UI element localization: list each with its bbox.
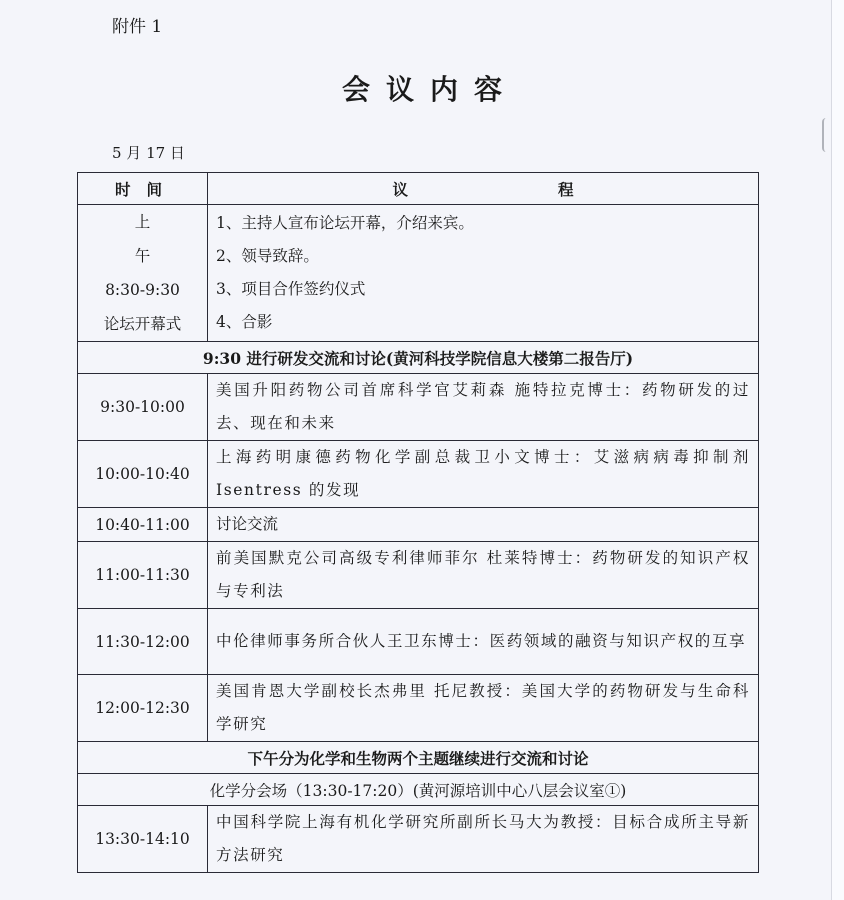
row-time: 10:40-11:00 [78, 508, 208, 542]
table-row [78, 441, 759, 508]
agenda-table [77, 172, 759, 873]
opening-item: 4、合影 [216, 313, 273, 331]
row-desc: 中伦律师事务所合伙人王卫东博士：医药领域的融资与知识产权的互享 [208, 609, 759, 675]
band-chemistry: 化学分会场（13:30-17:20）(黄河源培训中心八层会议室①) [78, 774, 759, 806]
row-time: 12:00-12:30 [78, 675, 208, 742]
row-time: 13:30-14:10 [78, 806, 208, 873]
opening-item: 1、主持人宣布论坛开幕，介绍来宾。 [216, 214, 474, 232]
band-row-morning [78, 342, 759, 374]
row-desc: 中国科学院上海有机化学研究所副所长马大为教授：目标合成所主导新方法研究 [208, 806, 759, 873]
opening-time-label: 论坛开幕式 [103, 315, 182, 333]
opening-time [78, 205, 208, 342]
header-agenda [208, 173, 759, 205]
meeting-date: 5 月 17 日 [112, 144, 185, 162]
row-time: 10:00-10:40 [78, 441, 208, 508]
opening-items [208, 205, 759, 342]
band-morning: 9:30 进行研发交流和讨论(黄河科技学院信息大楼第二报告厅) [78, 342, 759, 374]
row-desc: 讨论交流 [208, 508, 759, 542]
opening-time-period: 上午 [134, 213, 179, 265]
table-row [78, 374, 759, 441]
opening-row [78, 205, 759, 342]
page-title: 会议内容 [341, 73, 518, 106]
row-desc: 前美国默克公司高级专利律师菲尔 杜莱特博士：药物研发的知识产权与专利法 [208, 542, 759, 609]
table-header [78, 173, 759, 205]
row-time: 11:30-12:00 [78, 609, 208, 675]
row-desc: 美国升阳药物公司首席科学官艾莉森 施特拉克博士：药物研发的过去、现在和未来 [208, 374, 759, 441]
row-time: 11:00-11:30 [78, 542, 208, 609]
attachment-label: 附件 1 [112, 17, 163, 37]
header-agenda-left: 议 [392, 179, 408, 199]
paper-curl [822, 118, 830, 152]
header-time: 时间 [78, 173, 208, 205]
opening-item: 2、领导致辞。 [216, 247, 319, 265]
row-time: 9:30-10:00 [78, 374, 208, 441]
row-desc: 上海药明康德药物化学副总裁卫小文博士：艾滋病病毒抑制剂 Isentress 的发现 [208, 441, 759, 508]
band-afternoon: 下午分为化学和生物两个主题继续进行交流和讨论 [78, 742, 759, 774]
table-row [78, 806, 759, 873]
header-agenda-right: 程 [558, 179, 574, 199]
row-desc: 美国肯恩大学副校长杰弗里 托尼教授：美国大学的药物研发与生命科学研究 [208, 675, 759, 742]
opening-time-range: 8:30-9:30 [105, 281, 180, 299]
table-row [78, 609, 759, 675]
table-row [78, 542, 759, 609]
table-row [78, 675, 759, 742]
band-row-afternoon [78, 742, 759, 774]
opening-item: 3、项目合作签约仪式 [216, 280, 366, 298]
table-row [78, 508, 759, 542]
page-edge [831, 0, 844, 900]
band-row-chemistry [78, 774, 759, 806]
